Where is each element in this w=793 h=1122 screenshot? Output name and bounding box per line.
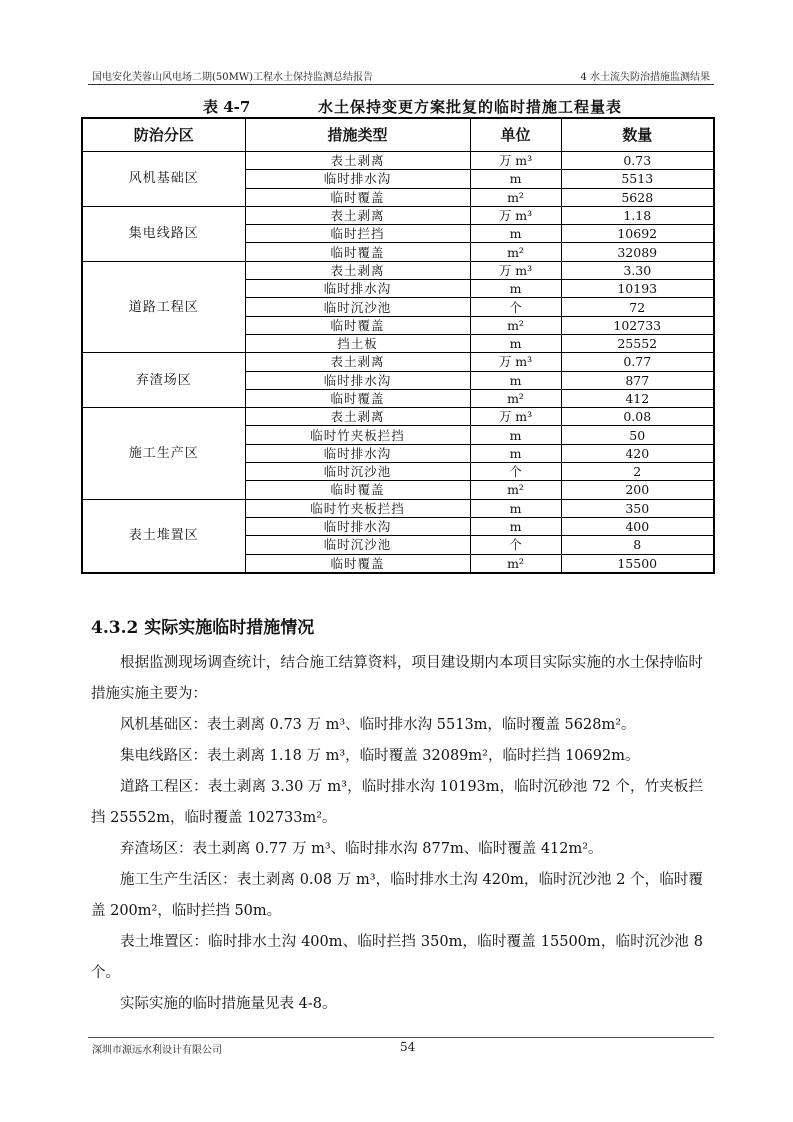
quantity-cell: 2 [561,463,714,481]
paragraph: 表土堆置区：临时排水土沟 400m、临时拦挡 350m，临时覆盖 15500m，临时沉沙池 8 个。 [91,934,703,981]
measure-type-cell: 表土剥离 [245,408,470,426]
paragraph: 施工生产生活区：表土剥离 0.08 万 m³，临时排水土沟 420m，临时沉沙池 2 个，临时覆盖 200m²，临时拦挡 50m。 [91,872,703,919]
measure-type-cell: 临时覆盖 [245,481,470,499]
measure-type-cell: 临时排水沟 [245,444,470,462]
unit-cell: m [470,225,561,243]
paragraph: 集电线路区：表土剥离 1.18 万 m³，临时覆盖 32089m²，临时拦挡 10692m。 [120,748,640,764]
unit-cell: m [470,517,561,535]
measure-type-cell: 临时排水沟 [245,517,470,535]
table-title: 水土保持变更方案批复的临时措施工程量表 [318,98,623,116]
quantity-cell: 72 [561,298,714,316]
quantity-cell: 5513 [561,170,714,188]
table-row [82,408,714,426]
measure-type-cell: 表土剥离 [245,152,470,170]
unit-cell: 个 [470,298,561,316]
table-row [82,261,714,279]
measure-type-cell: 临时覆盖 [245,316,470,334]
quantity-cell: 1.18 [561,206,714,224]
unit-cell: m [470,334,561,352]
measure-type-cell: 临时沉沙池 [245,463,470,481]
quantity-cell: 400 [561,517,714,535]
chapter-title: 4 水土流失防治措施监测结果 [580,72,710,83]
measure-type-cell: 临时沉沙池 [245,536,470,554]
unit-cell: m [470,426,561,444]
measure-type-cell: 临时覆盖 [245,243,470,261]
paragraph: 风机基础区：表土剥离 0.73 万 m³、临时排水沟 5513m，临时覆盖 5628m²。 [120,717,636,733]
unit-cell: m² [470,481,561,499]
unit-cell: 万 m³ [470,206,561,224]
table-row [82,353,714,371]
table-header-row [82,118,714,152]
table-row [82,206,714,224]
quantity-cell: 0.73 [561,152,714,170]
unit-cell: m [470,280,561,298]
measure-type-cell: 临时排水沟 [245,170,470,188]
unit-cell: m [470,371,561,389]
unit-cell: 万 m³ [470,152,561,170]
paragraph: 实际实施的临时措施量见表 4-8。 [120,996,337,1012]
quantity-cell: 5628 [561,188,714,206]
measure-type-cell: 临时竹夹板拦挡 [245,426,470,444]
measure-type-cell: 临时覆盖 [245,389,470,407]
measures-table [81,117,715,574]
company-name: 深圳市源远水利设计有限公司 [92,1045,222,1056]
measure-type-cell: 表土剥离 [245,353,470,371]
unit-cell: m [470,170,561,188]
quantity-cell: 412 [561,389,714,407]
measure-type-cell: 表土剥离 [245,261,470,279]
quantity-cell: 10692 [561,225,714,243]
page-header [88,66,714,85]
page-number: 54 [400,1040,416,1054]
unit-cell: m [470,444,561,462]
zone-cell: 施工生产区 [82,408,245,499]
quantity-cell: 10193 [561,280,714,298]
unit-cell: m² [470,188,561,206]
measure-type-cell: 临时排水沟 [245,280,470,298]
section-body [91,648,703,1020]
measure-type-cell: 临时排水沟 [245,371,470,389]
measure-type-cell: 表土剥离 [245,206,470,224]
table-number: 表 4-7 [203,98,251,116]
table-row [82,499,714,517]
zone-cell: 表土堆置区 [82,499,245,573]
column-header-quantity: 数量 [561,118,714,152]
unit-cell: m² [470,243,561,261]
zone-cell: 集电线路区 [82,206,245,261]
section-heading: 4.3.2 实际实施临时措施情况 [91,618,315,638]
measure-type-cell: 临时覆盖 [245,188,470,206]
quantity-cell: 3.30 [561,261,714,279]
quantity-cell: 102733 [561,316,714,334]
quantity-cell: 25552 [561,334,714,352]
measure-type-cell: 临时竹夹板拦挡 [245,499,470,517]
table-row [82,152,714,170]
quantity-cell: 0.77 [561,353,714,371]
paragraph: 道路工程区：表土剥离 3.30 万 m³，临时排水沟 10193m，临时沉砂池 72 个，竹夹板拦挡 25552m，临时覆盖 102733m²。 [91,779,703,826]
quantity-cell: 350 [561,499,714,517]
table-body [82,152,714,573]
unit-cell: m² [470,316,561,334]
measure-type-cell: 挡土板 [245,334,470,352]
quantity-cell: 420 [561,444,714,462]
quantity-cell: 15500 [561,554,714,573]
quantity-cell: 200 [561,481,714,499]
quantity-cell: 32089 [561,243,714,261]
unit-cell: m [470,499,561,517]
zone-cell: 风机基础区 [82,152,245,207]
column-header-zone: 防治分区 [82,118,245,152]
paragraph: 根据监测现场调查统计，结合施工结算资料，项目建设期内本项目实际实施的水土保持临时措施实施主要为： [91,655,703,702]
measure-type-cell: 临时覆盖 [245,554,470,573]
quantity-cell: 877 [561,371,714,389]
unit-cell: 万 m³ [470,261,561,279]
quantity-cell: 50 [561,426,714,444]
zone-cell: 道路工程区 [82,261,245,352]
measure-type-cell: 临时拦挡 [245,225,470,243]
unit-cell: 万 m³ [470,408,561,426]
paragraph: 弃渣场区：表土剥离 0.77 万 m³、临时排水沟 877m、临时覆盖 412m²。 [120,841,603,857]
column-header-type: 措施类型 [245,118,470,152]
unit-cell: 个 [470,463,561,481]
quantity-cell: 8 [561,536,714,554]
table-caption [0,96,793,116]
unit-cell: m² [470,554,561,573]
unit-cell: m² [470,389,561,407]
measure-type-cell: 临时沉沙池 [245,298,470,316]
unit-cell: 万 m³ [470,353,561,371]
zone-cell: 弃渣场区 [82,353,245,408]
column-header-unit: 单位 [470,118,561,152]
quantity-cell: 0.08 [561,408,714,426]
unit-cell: 个 [470,536,561,554]
report-title: 国电安化芙蓉山风电场二期(50MW)工程水土保持监测总结报告 [92,72,374,83]
page-footer [88,1037,714,1058]
